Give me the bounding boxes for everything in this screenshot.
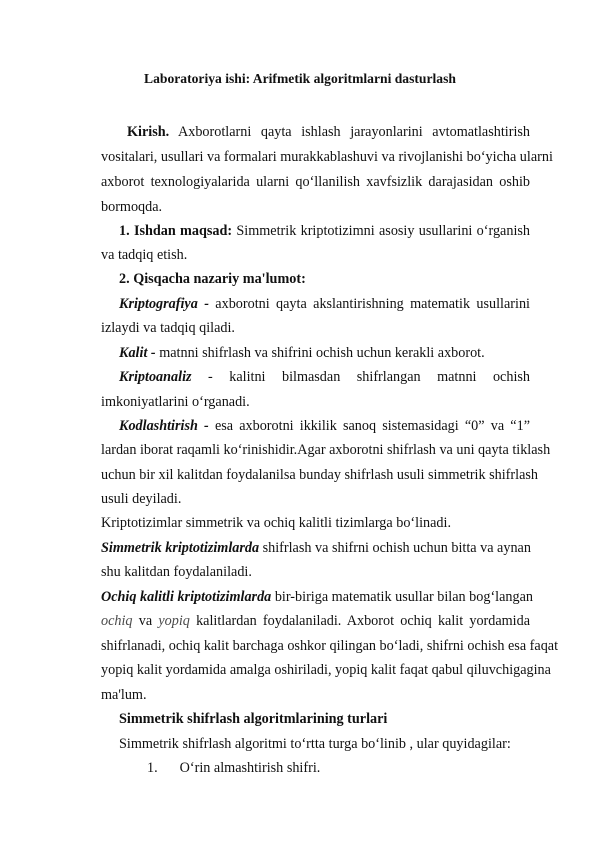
term-public-key: Ochiq kalitli kriptotizimlarda (101, 589, 272, 605)
intro-line-2: vositalari, usullari va formalari murakkablashuvi va rivojlanishi bo‘yicha ularni (101, 149, 553, 165)
aim-line-2: va tadqiq etish. (101, 247, 188, 263)
types-heading: Simmetrik shifrlash algoritmlarining turlari (119, 711, 388, 727)
public-line-3: shifrlanadi, ochiq kalit barchaga oshkor qilingan bo‘ladi, shifrni ochish esa faqat (101, 638, 559, 654)
encoding-line-2: lardan iborat raqamli ko‘rinishidir.Agar axborotni shifrlash va uni qayta tiklash (101, 442, 551, 458)
key-line: Kalit - matnni shifrlash va shifrini ochish uchun kerakli axborot. (119, 345, 485, 361)
intro-line-1: Kirish. Axborotlarni qayta ishlash jarayonlarini avtomatlashtirish (127, 124, 530, 140)
cryptanalysis-line-1: Kriptoanaliz - kalitni bilmasdan shifrlangan matnni ochish (119, 369, 530, 385)
term-key: Kalit - (119, 345, 156, 361)
cryptography-line-2: izlaydi va tadqiq qiladi. (101, 320, 235, 336)
public-line-2: ochiq va yopiq kalitlardan foydalaniladi. Axborot ochiq kalit yordamida (101, 613, 531, 629)
public-line-5: ma'lum. (101, 687, 147, 703)
term-symmetric: Simmetrik kriptotizimlarda (101, 540, 260, 556)
document-title: Laboratoriya ishi: Arifmetik algoritmlarni dasturlash (144, 71, 456, 86)
symmetric-line-2: shu kalitdan foydalaniladi. (101, 564, 252, 580)
aim-label: 1. Ishdan maqsad: (119, 223, 233, 239)
encoding-line-4: usuli deyiladi. (101, 491, 182, 507)
intro-line-3: axborot texnologiyalarida ularni qo‘llanilish xavfsizlik darajasidan oshib (101, 174, 530, 190)
cryptography-line-1: Kriptografiya - axborotni qayta akslantirishning matematik usullarini (119, 296, 530, 312)
public-line-4: yopiq kalit yordamida amalga oshiriladi, yopiq kalit faqat qabul qiluvchigagina (101, 662, 551, 678)
cryptanalysis-line-2: imkoniyatlarini o‘rganadi. (101, 394, 250, 410)
word-yopiq: yopiq (158, 613, 190, 629)
intro-label: Kirish. (127, 124, 170, 140)
list-item (147, 759, 576, 777)
intro-line-4: bormoqda. (101, 199, 163, 215)
theory-heading: 2. Qisqacha nazariy ma'lumot: (119, 271, 306, 287)
encoding-line-3: uchun bir xil kalitdan foydalanilsa bunday shifrlash usuli simmetrik shifrlash (101, 467, 538, 483)
word-ochiq: ochiq (101, 613, 133, 629)
list-item-text: O‘rin almashtirish shifri. (179, 760, 321, 776)
aim-line-1: 1. Ishdan maqsad: Simmetrik kriptotizimni asosiy usullarini o‘rganish (119, 223, 531, 239)
public-line-1: Ochiq kalitli kriptotizimlarda bir-biriga matematik usullar bilan bog‘langan (101, 589, 533, 605)
types-intro: Simmetrik shifrlash algoritmi to‘rtta turga bo‘linib , ular quyidagilar: (119, 736, 511, 752)
term-cryptanalysis: Kriptoanaliz (119, 369, 192, 385)
term-cryptography: Kriptografiya - (119, 296, 209, 312)
symmetric-line-1: Simmetrik kriptotizimlarda shifrlash va shifrni ochish uchun bitta va aynan (101, 540, 531, 556)
term-encoding: Kodlashtirish - (119, 418, 209, 434)
encoding-line-1: Kodlashtirish - esa axborotni ikkilik sanoq sistemasidagi “0” va “1” (119, 418, 530, 434)
systems-line: Kriptotizimlar simmetrik va ochiq kalitli tizimlarga bo‘linadi. (101, 515, 452, 531)
list-item-number: 1. (147, 760, 158, 776)
